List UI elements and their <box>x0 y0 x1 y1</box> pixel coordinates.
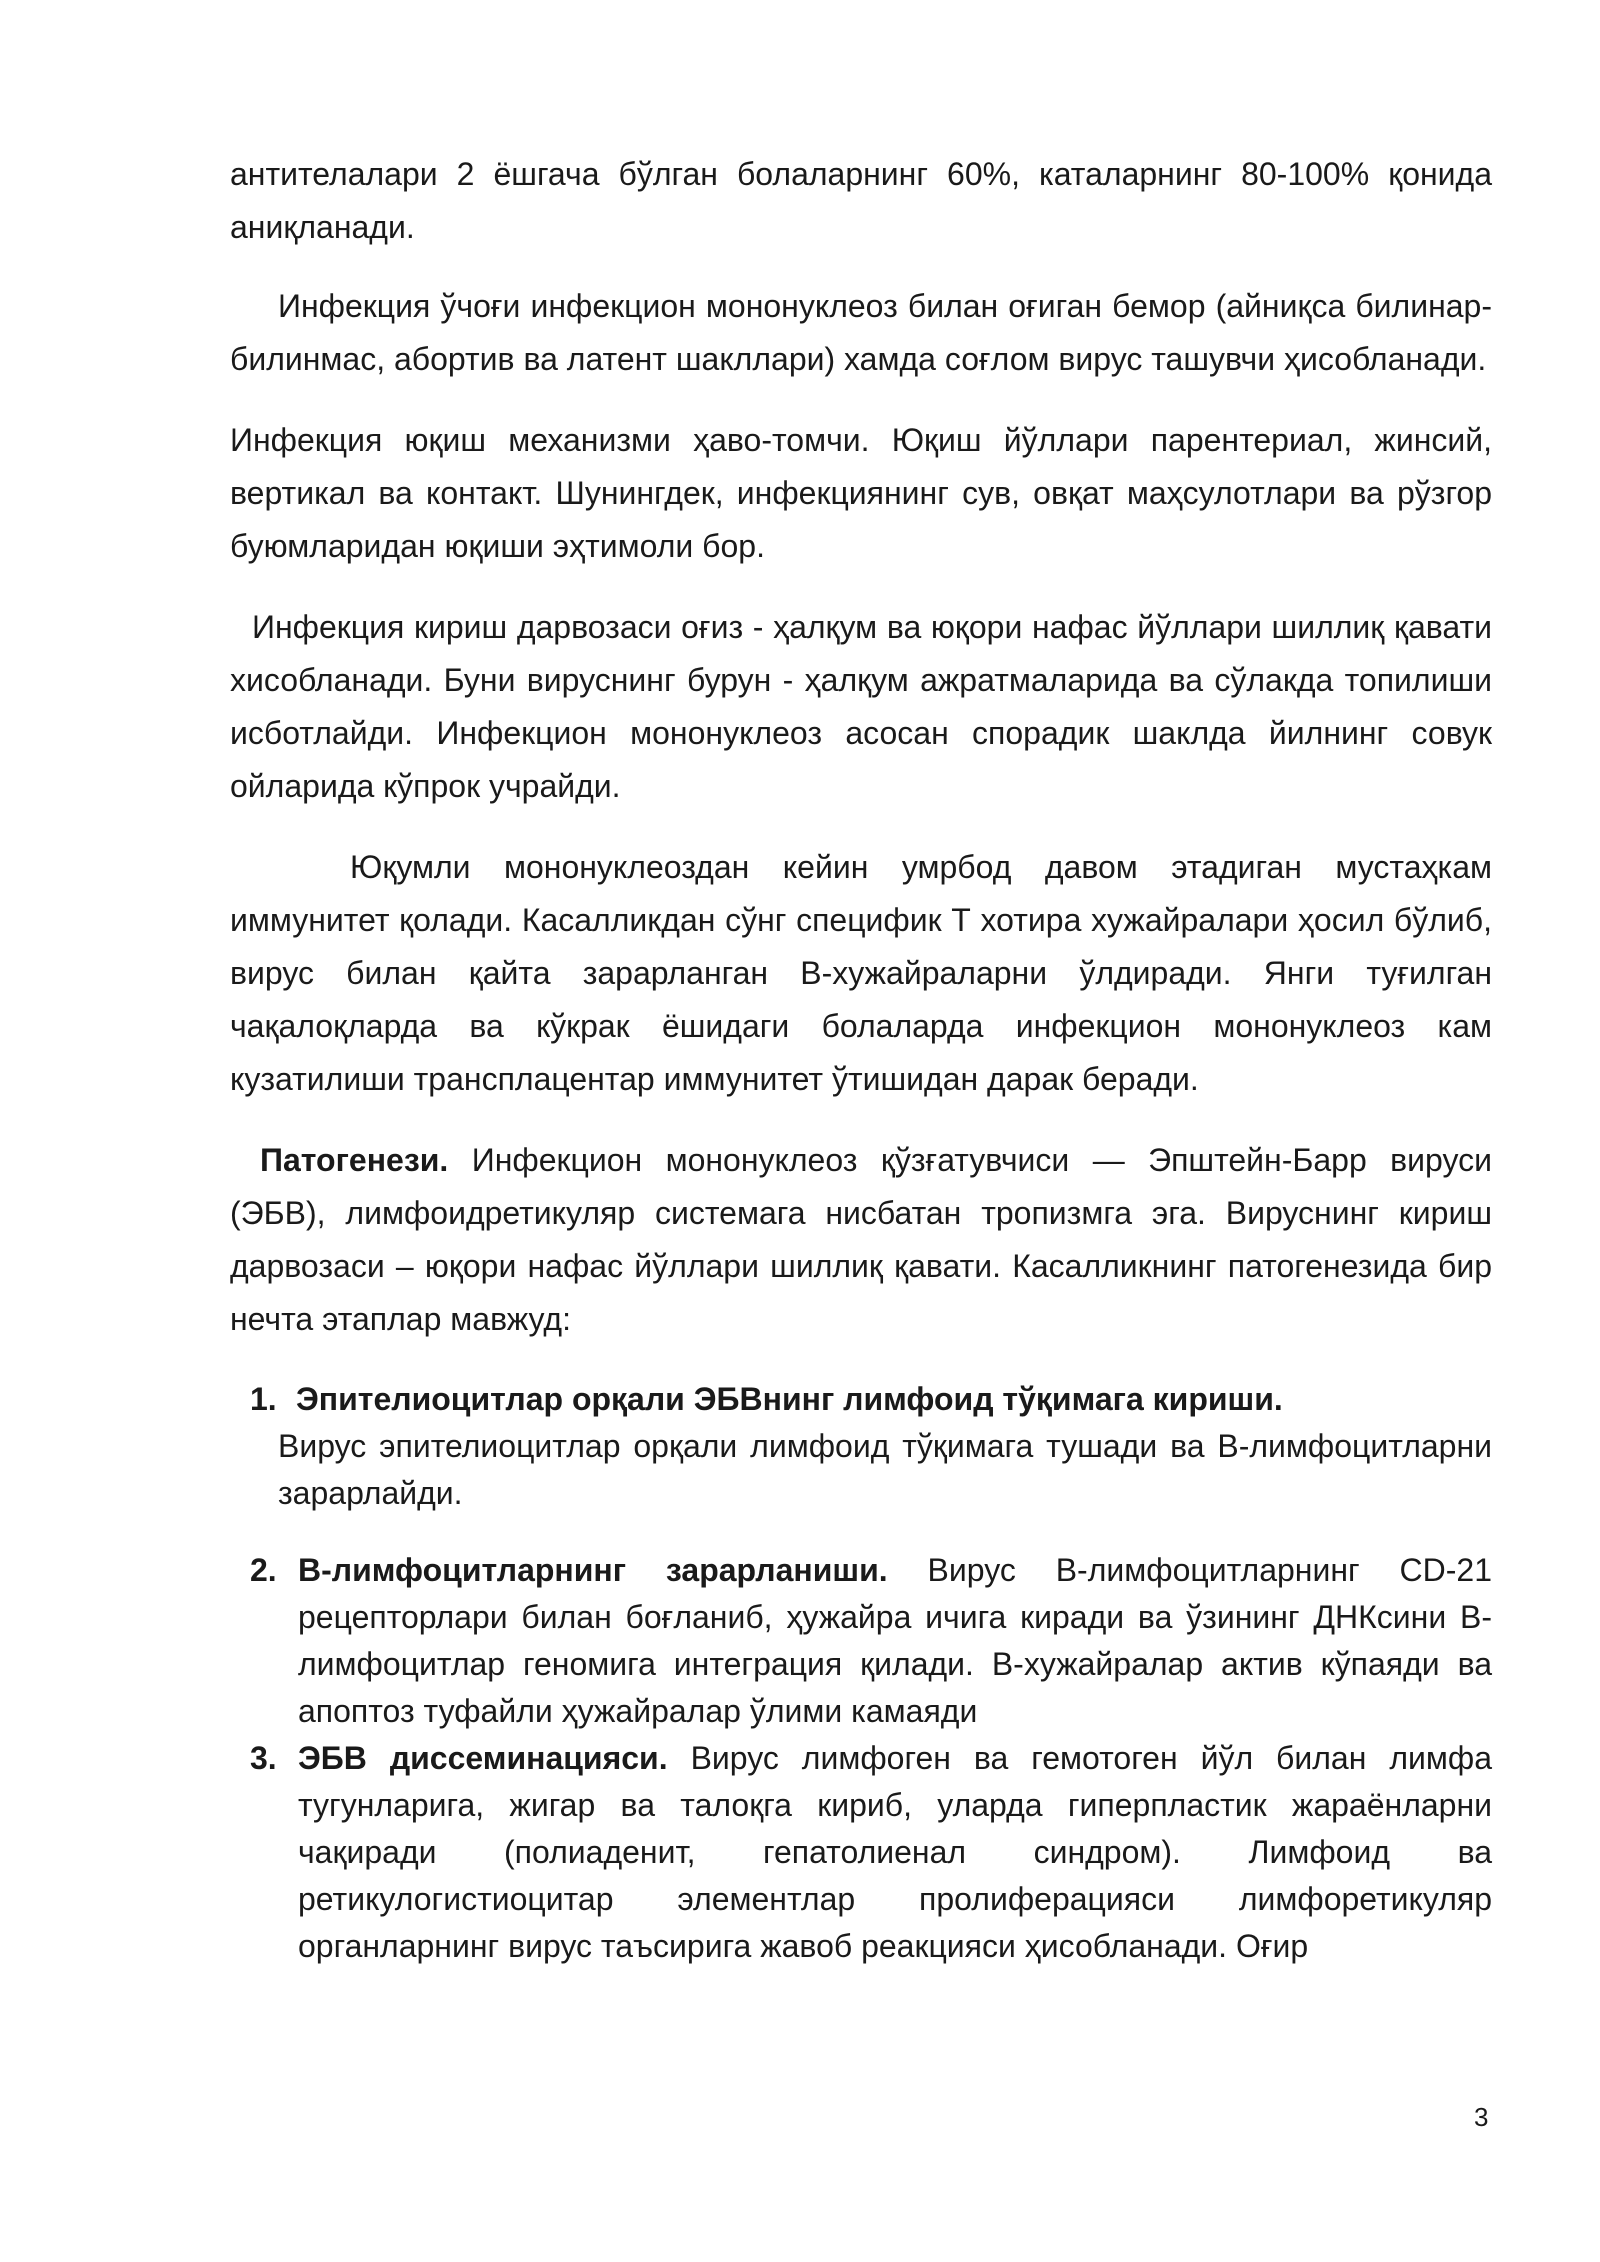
pathogenesis-heading: Патогенези. <box>260 1142 449 1178</box>
list-item-number: 3. <box>250 1740 277 1776</box>
list-item-text: Вирус эпителиоцитлар орқали лимфоид тўқимага тушади ва В-лимфоцитларни зарарлайди. <box>278 1428 1492 1511</box>
paragraph-immunity: Юқумли мононуклеоздан кейин умрбод давом этадиган мустаҳкам иммунитет қолади. Касалликдан сўнг специфик Т хотира хужайралари ҳосил бўлиб, вирус билан қайта зарарланган В-хужайраларни ўлдиради. Янги туғилган чақалоқларда ва кўкрак ёшидаги болаларда инфекцион мононуклеоз кам кузатилиши трансплацентар иммунитет ўтишидан дарак беради. <box>230 849 1492 1097</box>
list-item <box>230 1735 1492 1970</box>
page-number: 3 <box>1474 2102 1489 2132</box>
paragraph-antibodies: антителалари 2 ёшгача бўлган болаларнинг 60%, каталарнинг 80-100% қонида аниқланади. <box>230 156 1492 245</box>
paragraph-pathogenesis <box>230 1134 1492 1346</box>
list-item-text: Вирус В-лимфоцитларнинг CD-21 рецепторлари билан боғланиб, ҳужайра ичига киради ва ўзининг ДНКсини В-лимфоцитлар геномига интеграция қилади. В-хужайралар актив кўпаяди ва апоптоз туфайли ҳужайралар ўлими камаяди <box>298 1552 1493 1729</box>
paragraph-transmission: Инфекция юқиш механизми ҳаво-томчи. Юқиш йўллари парентериал, жинсий, вертикал ва контакт. Шунингдек, инфекциянинг сув, овқат маҳсулотлари ва рўзгор буюмларидан юқиши эҳтимоли бор. <box>230 422 1492 564</box>
list-item-text: Вирус лимфоген ва гемотоген йўл билан лимфа тугунларига, жигар ва талоқга кириб, уларда гиперпластик жараёнларни чақиради (полиаденит, гепатолиенал синдром). Лимфоид ва ретикулогистиоцитар элементлар пролиферацияси лимфоретикуляр органларнинг вирус таъсирига жавоб реакцияси ҳисобланади. Оғир <box>298 1740 1493 1964</box>
paragraph-entry-gate: Инфекция кириш дарвозаси оғиз - ҳалқум ва юқори нафас йўллари шиллиқ қавати хисобланади. Буни вируснинг бурун - ҳалқум ажратмаларида ва сўлакда топилиши исботлайди. Инфекцион мононуклеоз асосан спорадик шаклда йилнинг совук ойларида кўпрок учрайди. <box>230 609 1492 804</box>
pathogenesis-stages-list <box>230 1376 1492 1970</box>
list-item <box>230 1376 1492 1517</box>
list-item-title: ЭБВ диссеминацияси. <box>298 1740 668 1776</box>
paragraph-infection-source: Инфекция ўчоғи инфекцион мононуклеоз билан оғиган бемор (айниқса билинар-билинмас, абортив ва латент шакллари) хамда соғлом вирус ташувчи ҳисобланади. <box>230 288 1492 377</box>
list-item-title: Эпителиоцитлар орқали ЭБВнинг лимфоид тўқимага кириши. <box>296 1381 1283 1417</box>
list-item <box>230 1547 1492 1735</box>
pathogenesis-text: Инфекцион мононуклеоз қўзғатувчиси — Эпштейн-Барр вируси (ЭБВ), лимфоидретикуляр системага нисбатан тропизмга эга. Вируснинг кириш дарвозаси – юқори нафас йўллари шиллиқ қавати. Касалликнинг патогенезида бир нечта этаплар мавжуд: <box>230 1142 1492 1337</box>
list-item-number: 2. <box>250 1552 277 1588</box>
list-item-title: В-лимфоцитларнинг зарарланиши. <box>298 1552 888 1588</box>
list-item-number: 1. <box>250 1381 277 1417</box>
document-body <box>230 148 1492 1970</box>
